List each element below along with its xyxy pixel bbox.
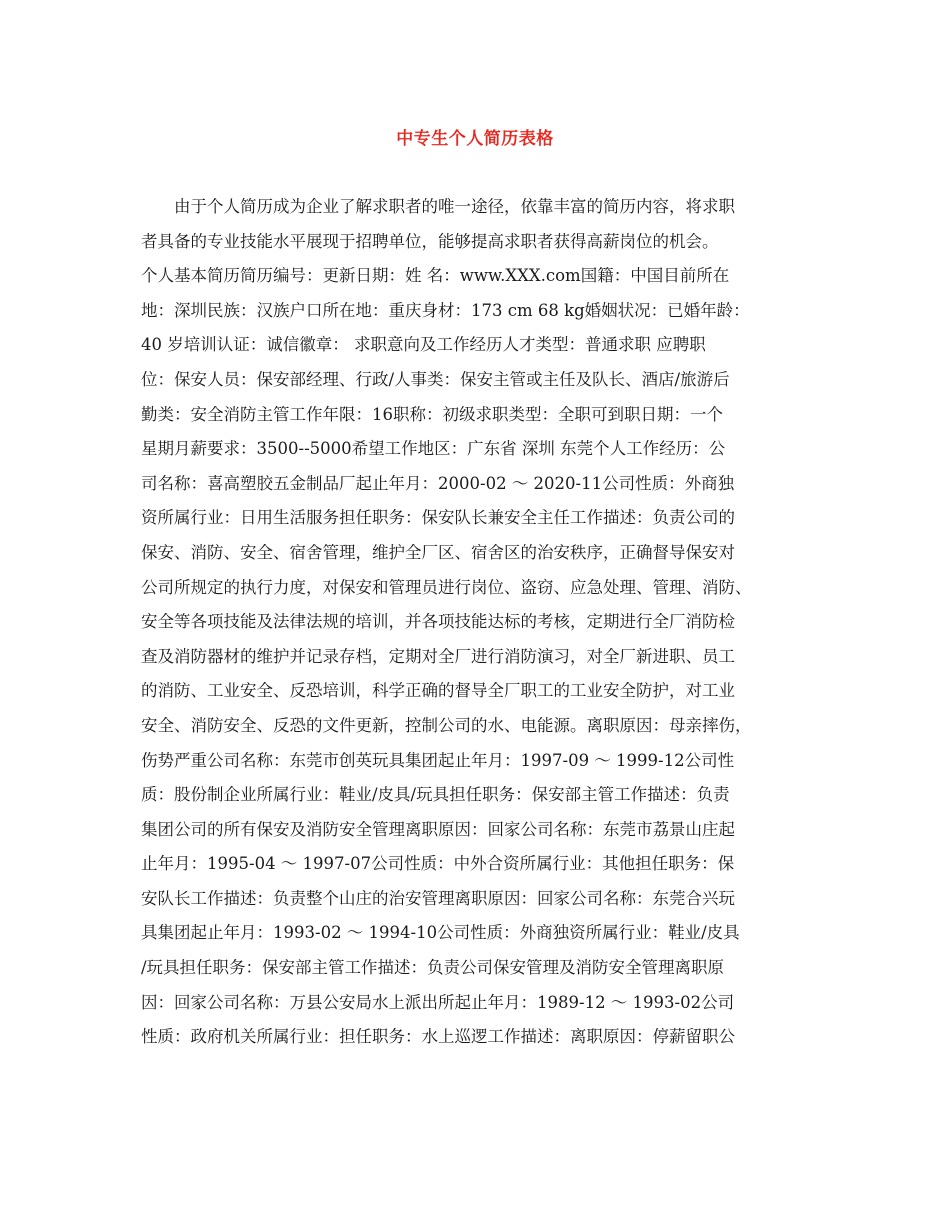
body-line: 者具备的专业技能水平展现于招聘单位，能够提高求职者获得高薪岗位的机会。 [141,231,719,251]
body-line: 具集团起止年月：1993-02 ～ 1994-10公司性质：外商独资所属行业：鞋业/皮具 [141,923,740,943]
body-line: 伤势严重公司名称：东莞市创英玩具集团起止年月：1997-09 ～ 1999-12公司性 [141,750,735,770]
body-line: 地：深圳民族：汉族户口所在地：重庆身材：173 cm 68 kg婚姻状况：已婚年龄： [141,300,750,320]
body-line: 公司所规定的执行力度，对保安和管理员进行岗位、盗窃、应急处理、管理、消防、 [141,577,752,597]
body-line: 因：回家公司名称：万县公安局水上派出所起止年月：1989-12 ～ 1993-02公司 [141,992,735,1012]
body-line: 集团公司的所有保安及消防安全管理离职原因：回家公司名称：东莞市荔景山庄起 [141,819,735,839]
body-line: /玩具担任职务：保安部主管工作描述：负责公司保安管理及消防安全管理离职原 [141,958,725,978]
body-line: 资所属行业：日用生活服务担任职务：保安队长兼安全主任工作描述：负责公司的 [141,508,735,528]
body-line: 性质：政府机关所属行业：担任职务：水上巡逻工作描述：离职原因：停薪留职公 [141,1027,735,1047]
document-title: 中专生个人简历表格 [396,129,554,149]
body-line: 质：股份制企业所属行业：鞋业/皮具/玩具担任职务：保安部主管工作描述：负责 [141,785,730,805]
body-line: 由于个人简历成为企业了解求职者的唯一途径，依靠丰富的简历内容，将求职 [174,197,735,216]
body-line: 司名称：喜高塑胶五金制品厂起止年月：2000-02 ～ 2020-11公司性质：外商独 [141,473,735,493]
document-body [141,190,813,1055]
body-line: 保安、消防、安全、宿舍管理，维护全厂区、宿舍区的治安秩序，正确督导保安对 [141,542,735,562]
body-line: 查及消防器材的维护并记录存档，定期对全厂进行消防演习，对全厂新进职、员工 [141,646,735,666]
body-line: 个人基本简历简历编号：更新日期：姓 名：www.XXX.com国籍：中国目前所在 [141,266,730,286]
body-line: 安全、消防安全、反恐的文件更新，控制公司的水、电能源。离职原因：母亲摔伤， [141,715,752,735]
body-line: 40 岁培训认证：诚信徽章： 求职意向及工作经历人才类型：普通求职 应聘职 [141,335,706,355]
body-line: 星期月薪要求：3500--5000希望工作地区：广东省 深圳 东莞个人工作经历：公 [141,439,726,459]
body-line: 的消防、工业安全、反恐培训，科学正确的督导全厂职工的工业安全防护，对工业 [141,681,735,701]
body-line: 止年月：1995-04 ～ 1997-07公司性质：中外合资所属行业：其他担任职务：保 [141,854,735,874]
body-line: 位：保安人员：保安部经理、行政/人事类：保安主管或主任及队长、酒店/旅游后 [141,369,730,389]
body-line: 安队长工作描述：负责整个山庄的治安管理离职原因：回家公司名称：东莞合兴玩 [141,888,735,908]
body-line: 安全等各项技能及法律法规的培训，并各项技能达标的考核，定期进行全厂消防检 [141,612,735,632]
body-line: 勤类：安全消防主管工作年限：16职称：初级求职类型：全职可到职日期：一个 [141,404,723,424]
